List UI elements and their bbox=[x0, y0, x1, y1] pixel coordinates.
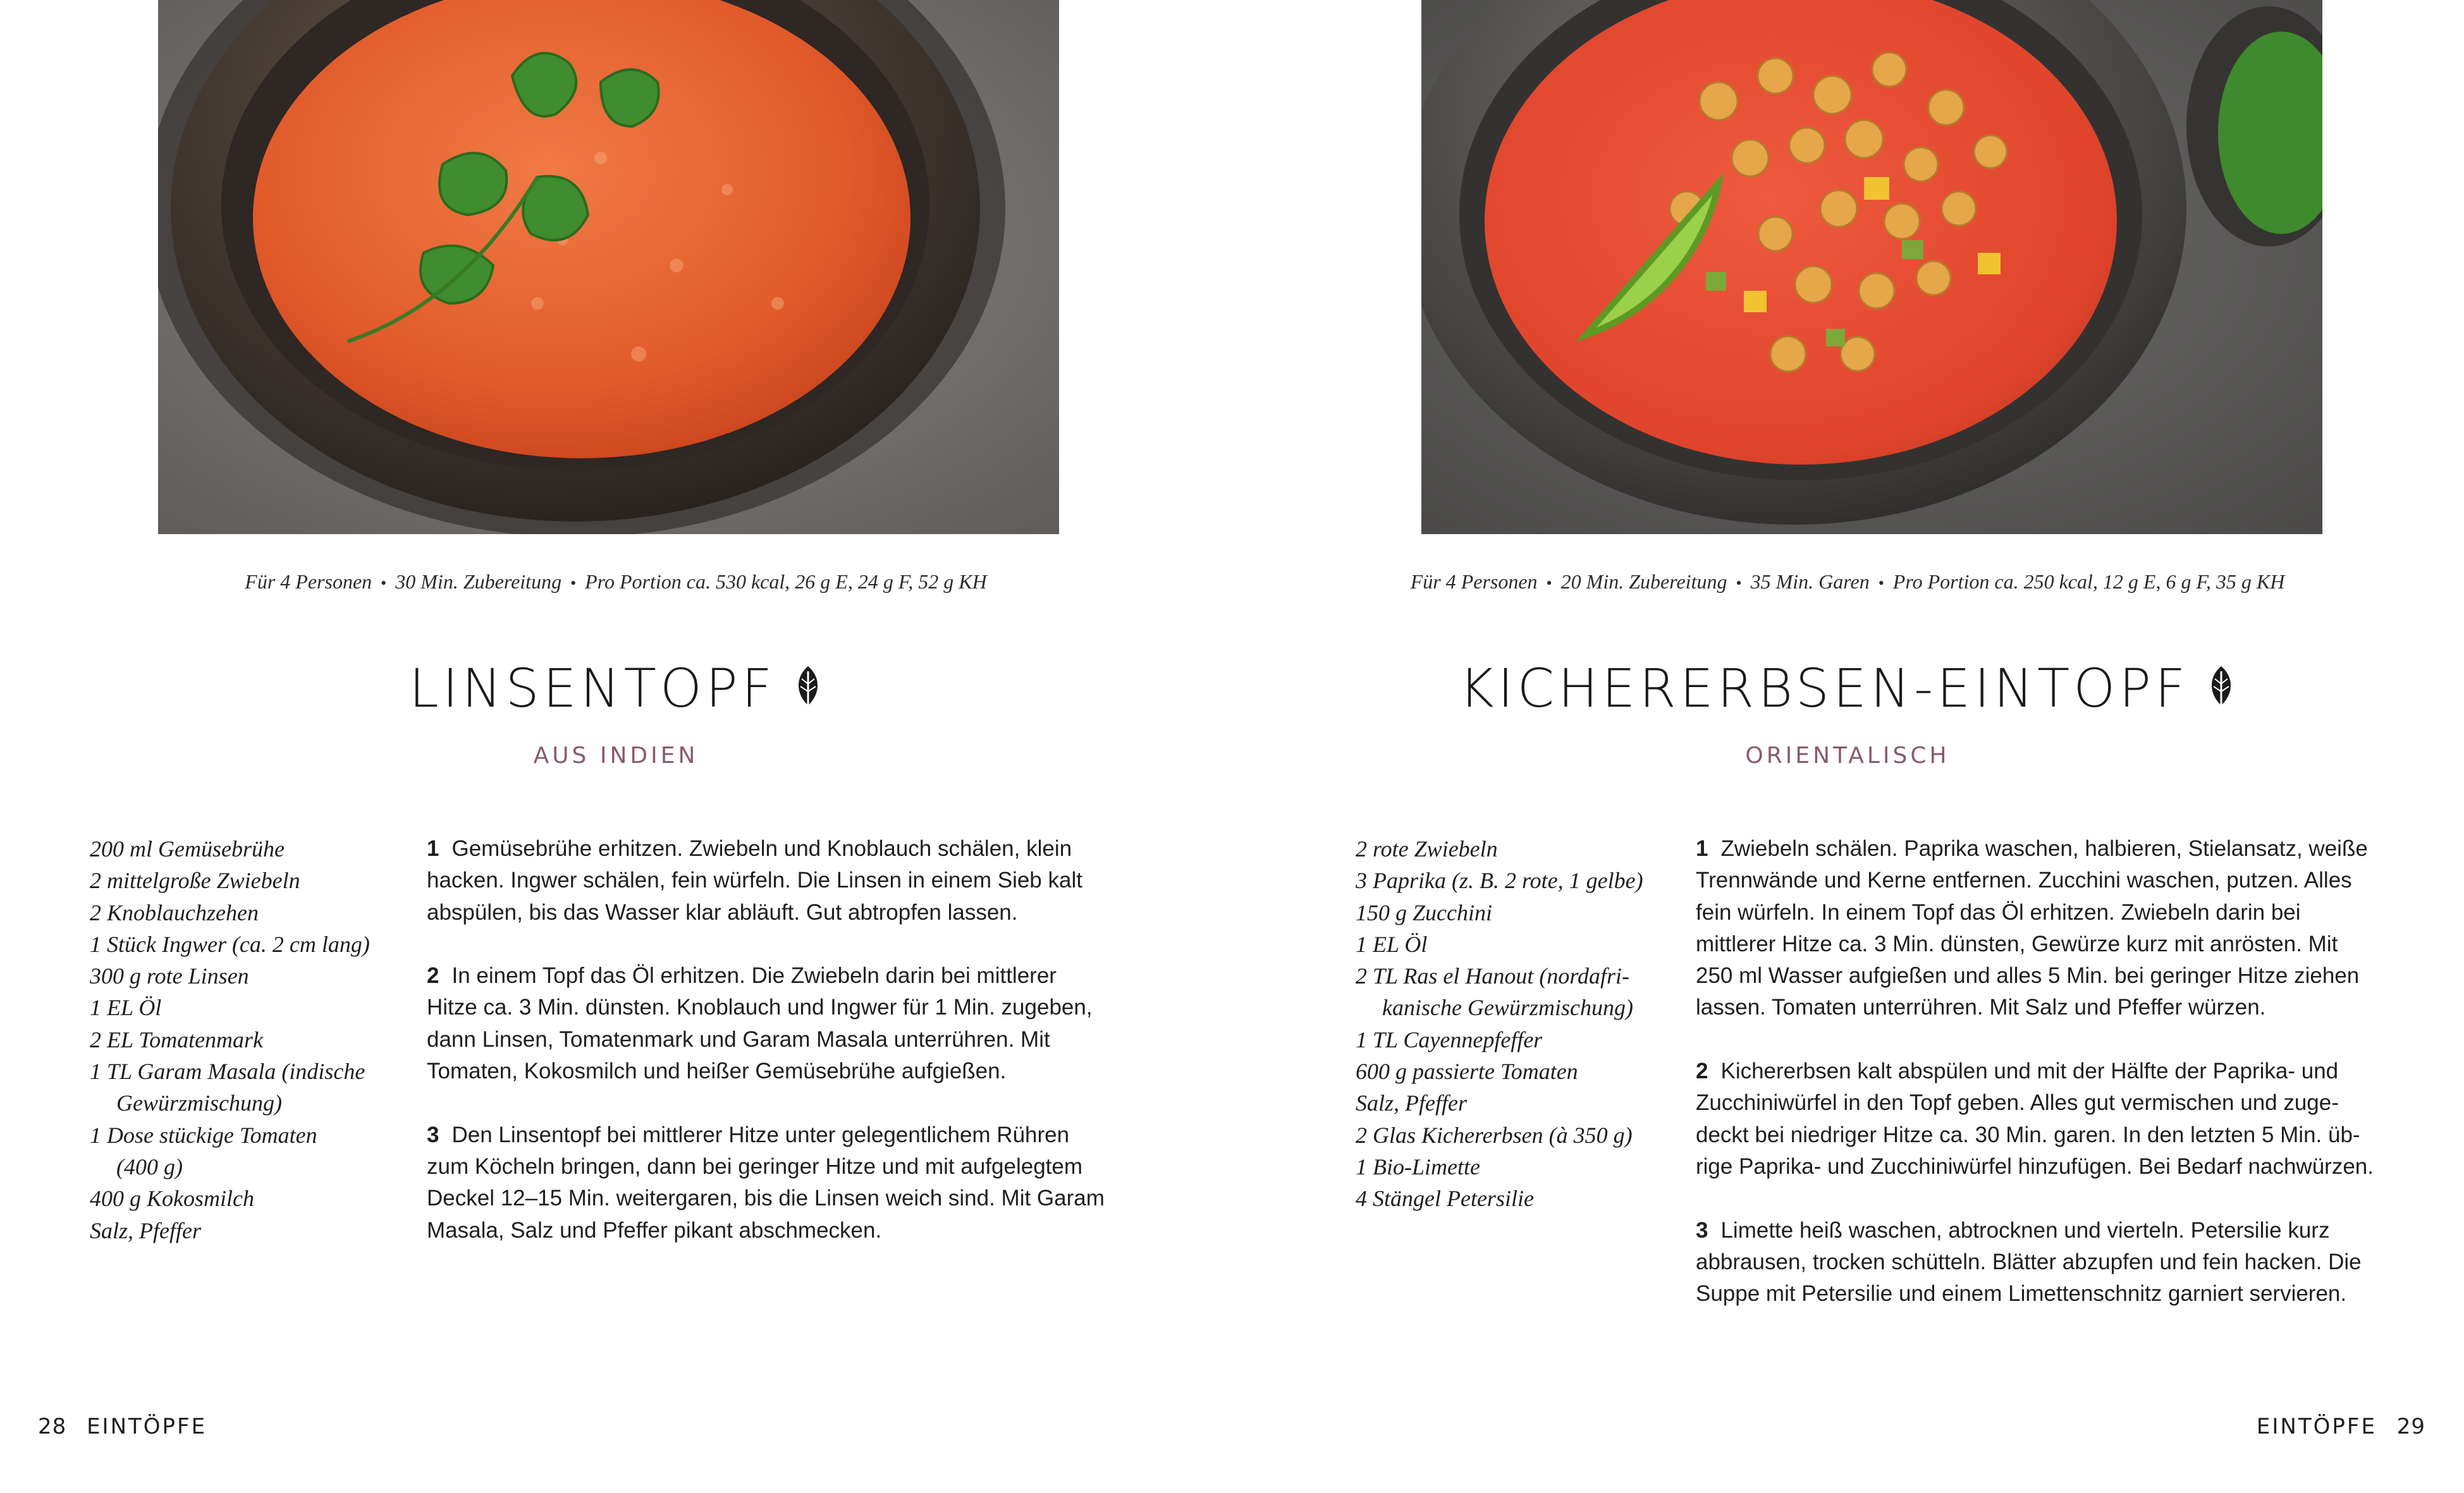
ingredient-item: 1 EL Öl bbox=[90, 995, 162, 1021]
meta-nutrition: Pro Portion ca. 530 kcal, 26 g E, 24 g F, 52 g KH bbox=[585, 570, 987, 593]
step-line: Gemüsebrühe erhitzen. Zwiebeln und Knoblauch schälen, klein bbox=[451, 836, 1072, 861]
step-line: abspülen, bis das Wasser klar abläuft. Gut abtropfen lassen. bbox=[427, 899, 1018, 925]
step-line: Trennwände und Kerne entfernen. Zucchini waschen, putzen. Alles bbox=[1696, 868, 2352, 893]
recipe-meta bbox=[0, 570, 1232, 594]
ingredient-item: Salz, Pfeffer bbox=[1356, 1090, 1467, 1116]
instruction-steps bbox=[1696, 833, 2374, 1342]
meta-cook-time: 35 Min. Garen bbox=[1750, 570, 1870, 593]
meta-servings: Für 4 Personen bbox=[245, 570, 372, 593]
ingredient-item: 2 mittelgroße Zwiebeln bbox=[90, 868, 300, 894]
step-line: In einem Topf das Öl erhitzen. Die Zwiebeln darin bei mittlerer bbox=[451, 963, 1057, 989]
ingredient-item: 300 g rote Linsen bbox=[90, 963, 249, 989]
recipe-title: LINSENTOPF bbox=[408, 657, 776, 719]
ingredient-item: 1 TL Cayennepfeffer bbox=[1356, 1027, 1543, 1052]
ingredient-item: Gewürzmischung) bbox=[116, 1090, 282, 1116]
bullet-icon: • bbox=[1878, 574, 1884, 592]
step-line: Masala, Salz und Pfeffer pikant abschmecken. bbox=[427, 1217, 882, 1243]
step-number: 1 bbox=[1696, 836, 1708, 861]
step-line: deckt bei niedriger Hitze ca. 30 Min. garen. In den letzten 5 Min. üb- bbox=[1696, 1122, 2360, 1147]
step-line: rige Paprika- und Zucchiniwürfel hinzufügen. Bei Bedarf nachwürzen. bbox=[1696, 1154, 2374, 1179]
step-line: Hitze ca. 3 Min. dünsten. Knoblauch und Ingwer für 1 Min. zugeben, bbox=[427, 995, 1093, 1020]
step-number: 3 bbox=[427, 1122, 439, 1147]
step-line: mittlerer Hitze ca. 3 Min. dünsten, Gewürze kurz mit anrösten. Mit bbox=[1696, 931, 2338, 956]
bullet-icon: • bbox=[570, 574, 577, 592]
page-footer bbox=[2257, 1414, 2425, 1439]
step-line: Suppe mit Petersilie und einem Limettenschnitz garniert servieren. bbox=[1696, 1281, 2347, 1307]
meta-servings: Für 4 Personen bbox=[1410, 570, 1538, 593]
ingredient-list bbox=[1356, 833, 1643, 1215]
instruction-step bbox=[427, 1119, 1105, 1246]
instruction-step bbox=[427, 960, 1105, 1087]
step-number: 2 bbox=[427, 963, 439, 989]
recipe-subtitle: AUS INDIEN bbox=[533, 743, 699, 769]
step-line: 250 ml Wasser aufgießen und alles 5 Min. bei geringer Hitze ziehen bbox=[1696, 963, 2360, 989]
leaf-icon bbox=[794, 665, 823, 712]
ingredient-item: Salz, Pfeffer bbox=[90, 1217, 201, 1243]
step-line: Zucchiniwürfel in den Topf geben. Alles gut vermischen und zuge- bbox=[1696, 1090, 2339, 1116]
page-number: 29 bbox=[2396, 1414, 2425, 1439]
section-name: EINTÖPFE bbox=[87, 1414, 207, 1439]
ingredient-item: 2 EL Tomatenmark bbox=[90, 1027, 264, 1052]
recipe-title: KICHERERBSEN-EINTOPF bbox=[1459, 657, 2190, 719]
ingredient-item: 2 Knoblauchzehen bbox=[90, 899, 259, 925]
meta-prep-time: 20 Min. Zubereitung bbox=[1560, 570, 1727, 593]
step-line: abbrausen, trocken schütteln. Blätter abzupfen und fein hacken. Die bbox=[1696, 1249, 2362, 1274]
ingredient-item: 1 Stück Ingwer (ca. 2 cm lang) bbox=[90, 931, 370, 957]
recipe-subtitle: ORIENTALISCH bbox=[1745, 743, 1950, 769]
ingredient-item: 2 TL Ras el Hanout (nordafri- bbox=[1356, 963, 1630, 989]
step-line: lassen. Tomaten unterrühren. Mit Salz und Pfeffer würzen. bbox=[1696, 995, 2266, 1020]
page-number: 28 bbox=[38, 1414, 67, 1439]
ingredient-item: 600 g passierte Tomaten bbox=[1356, 1059, 1578, 1085]
section-name: EINTÖPFE bbox=[2256, 1414, 2377, 1439]
ingredient-item: 200 ml Gemüsebrühe bbox=[90, 836, 285, 862]
ingredient-item: 3 Paprika (z. B. 2 rote, 1 gelbe) bbox=[1356, 868, 1643, 894]
ingredient-item: 1 EL Öl bbox=[1356, 931, 1428, 957]
step-line: fein würfeln. In einem Topf das Öl erhitzen. Zwiebeln darin bei bbox=[1696, 899, 2301, 925]
step-line: dann Linsen, Tomatenmark und Garam Masala unterrühren. Mit bbox=[427, 1027, 1050, 1052]
ingredient-item: 1 Dose stückige Tomaten bbox=[90, 1122, 317, 1148]
ingredient-item: 400 g Kokosmilch bbox=[90, 1186, 254, 1212]
recipe-meta bbox=[1232, 570, 2463, 594]
step-line: zum Köcheln bringen, dann bei geringer Hitze und mit aufgelegtem bbox=[427, 1154, 1083, 1179]
bullet-icon: • bbox=[1546, 574, 1552, 592]
chickpea-stew-photo bbox=[1421, 0, 2322, 534]
ingredient-item: 1 Bio-Limette bbox=[1356, 1154, 1480, 1179]
step-line: Den Linsentopf bei mittlerer Hitze unter gelegentlichem Rühren bbox=[451, 1122, 1070, 1147]
step-number: 3 bbox=[1696, 1217, 1708, 1243]
meta-nutrition: Pro Portion ca. 250 kcal, 12 g E, 6 g F, 35 g KH bbox=[1892, 570, 2285, 593]
step-line: Tomaten, Kokosmilch und heißer Gemüsebrühe aufgießen. bbox=[427, 1059, 1007, 1084]
ingredient-item: 1 TL Garam Masala (indische bbox=[90, 1059, 365, 1085]
ingredient-item: 2 rote Zwiebeln bbox=[1356, 836, 1498, 862]
page-footer bbox=[38, 1414, 207, 1439]
instruction-step bbox=[427, 833, 1105, 929]
right-page bbox=[1232, 0, 2463, 1493]
step-number: 2 bbox=[1696, 1059, 1708, 1084]
ingredient-item: 150 g Zucchini bbox=[1356, 899, 1492, 925]
step-line: Limette heiß waschen, abtrocknen und vierteln. Petersilie kurz bbox=[1720, 1217, 2330, 1243]
recipe-title-row bbox=[1232, 657, 2463, 719]
instruction-steps bbox=[427, 833, 1105, 1278]
ingredient-item: 4 Stängel Petersilie bbox=[1356, 1186, 1534, 1212]
bullet-icon: • bbox=[1736, 574, 1742, 592]
ingredient-list bbox=[90, 833, 370, 1246]
step-line: hacken. Ingwer schälen, fein würfeln. Die Linsen in einem Sieb kalt bbox=[427, 868, 1082, 893]
ingredient-item: (400 g) bbox=[116, 1154, 183, 1179]
bullet-icon: • bbox=[381, 574, 387, 592]
instruction-step bbox=[1696, 1056, 2374, 1183]
lentil-stew-photo bbox=[158, 0, 1059, 534]
instruction-step bbox=[1696, 833, 2374, 1024]
ingredient-item: kanische Gewürzmischung) bbox=[1382, 995, 1633, 1021]
ingredient-item: 2 Glas Kichererbsen (à 350 g) bbox=[1356, 1122, 1633, 1148]
instruction-step bbox=[1696, 1215, 2374, 1310]
leaf-icon bbox=[2207, 665, 2236, 712]
step-line: Zwiebeln schälen. Paprika waschen, halbieren, Stielansatz, weiße bbox=[1720, 836, 2368, 861]
recipe-title-row bbox=[0, 657, 1232, 719]
step-line: Deckel 12–15 Min. weitergaren, bis die Linsen weich sind. Mit Garam bbox=[427, 1186, 1105, 1211]
step-number: 1 bbox=[427, 836, 439, 861]
meta-prep-time: 30 Min. Zubereitung bbox=[395, 570, 562, 593]
step-line: Kichererbsen kalt abspülen und mit der Hälfte der Paprika- und bbox=[1720, 1059, 2339, 1084]
